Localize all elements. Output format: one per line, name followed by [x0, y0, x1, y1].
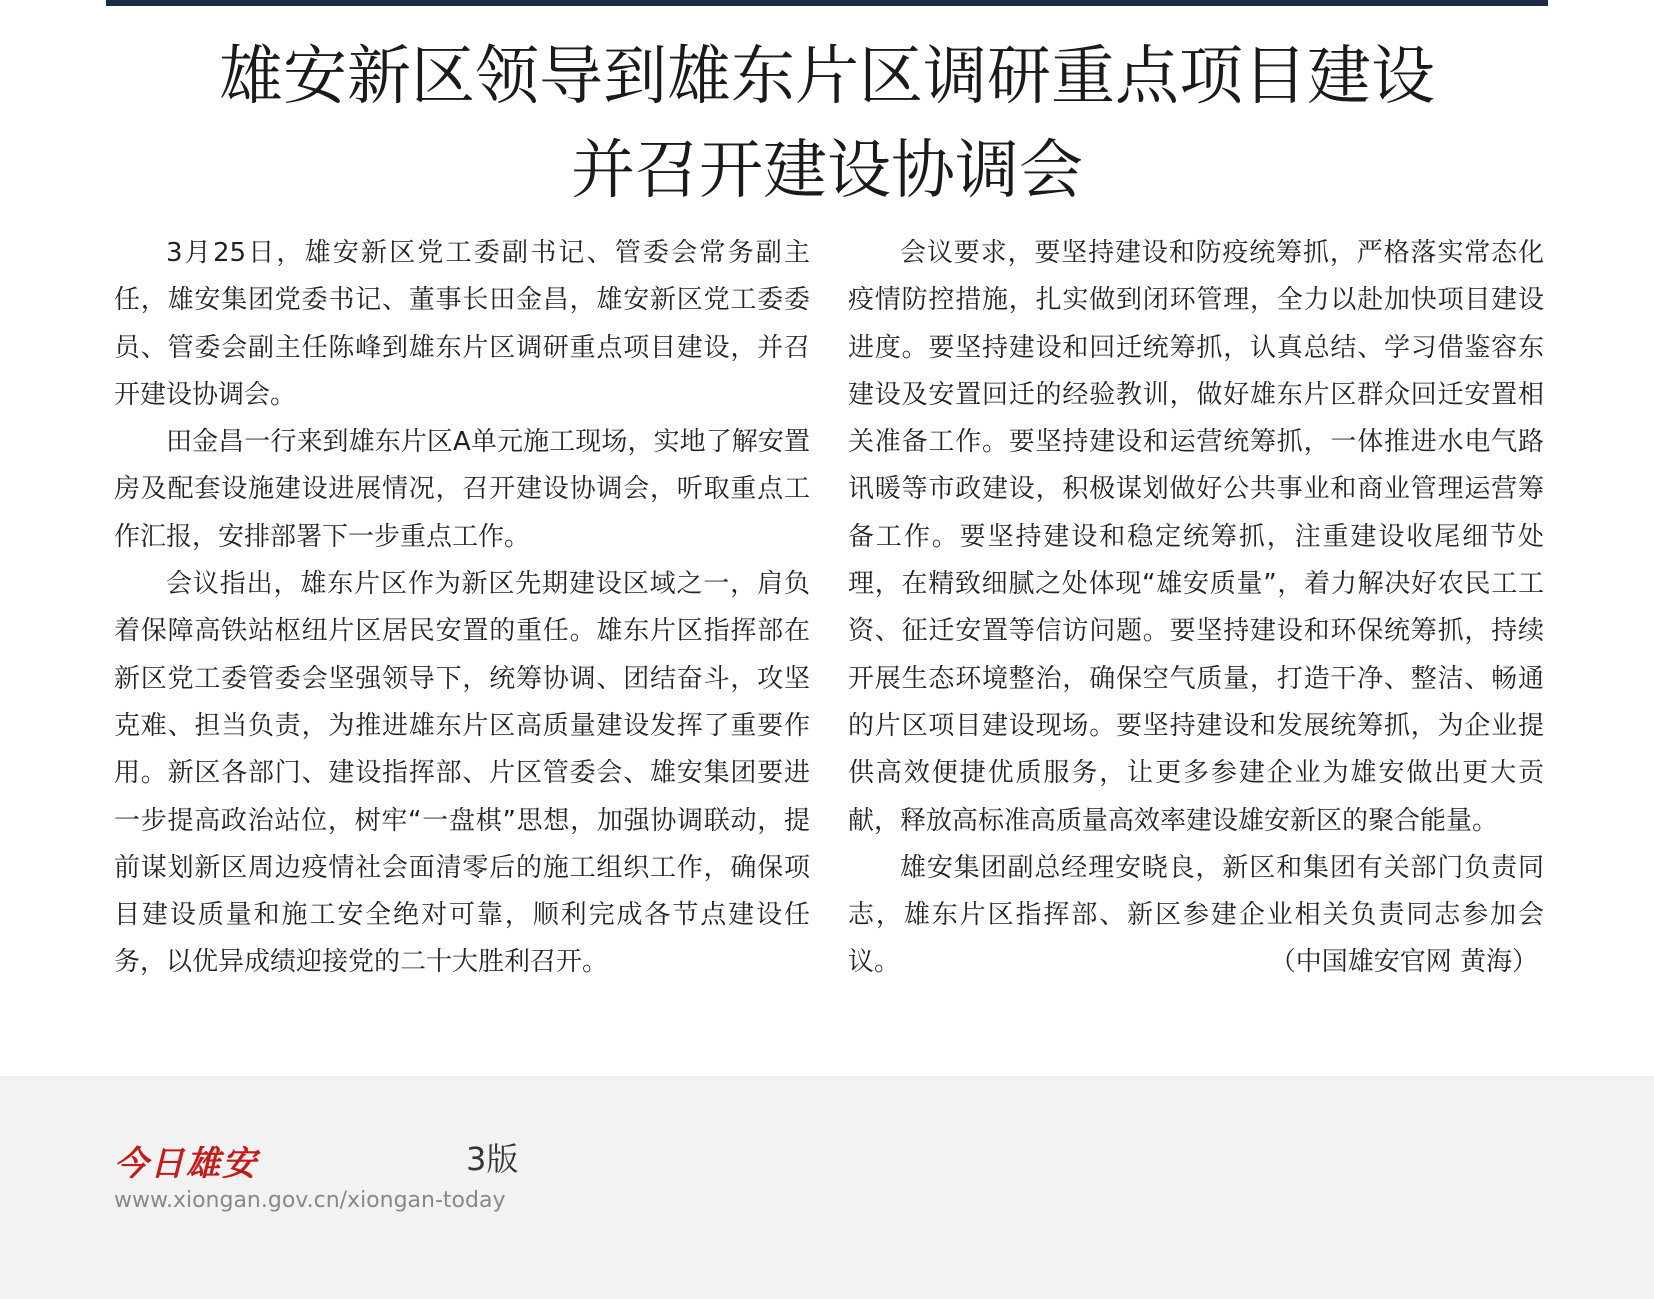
article-title-line-1: 雄安新区领导到雄东片区调研重点项目建设: [219, 40, 1435, 114]
article-column-left: [114, 230, 810, 987]
paragraph: 3月25日，雄安新区党工委副书记、管委会常务副主任，雄安集团党委书记、董事长田金昌，雄安新区党工委委员、管委会副主任陈峰到雄东片区调研重点项目建设，并召开建设协调会。: [114, 238, 810, 410]
page-number: 3版: [466, 1140, 519, 1178]
article-column-right: [848, 230, 1544, 987]
site-url: www.xiongan.gov.cn/xiongan-today: [114, 1188, 506, 1213]
paragraph: 会议指出，雄东片区作为新区先期建设区域之一，肩负着保障高铁站枢纽片区居民安置的重任。雄东片区指挥部在新区党工委管委会坚强领导下，统筹协调、团结奋斗，攻坚克难、担当负责，为推进雄东片区高质量建设发挥了重要作用。新区各部门、建设指挥部、片区管委会、雄安集团要进一步提高政治站位，树牢“一盘棋”思想，加强协调联动，提前谋划新区周边疫情社会面清零后的施工组织工作，确保项目建设质量和施工安全绝对可靠，顺利完成各节点建设任务，以优异成绩迎接党的二十大胜利召开。: [114, 569, 810, 978]
paragraph: 会议要求，要坚持建设和防疫统筹抓，严格落实常态化疫情防控措施，扎实做到闭环管理，全力以赴加快项目建设进度。要坚持建设和回迁统筹抓，认真总结、学习借鉴容东建设及安置回迁的经验教训，做好雄东片区群众回迁安置相关准备工作。要坚持建设和运营统筹抓，一体推进水电气路讯暖等市政建设，积极谋划做好公共事业和商业管理运营筹备工作。要坚持建设和稳定统筹抓，注重建设收尾细节处理，在精致细腻之处体现“雄安质量”，着力解决好农民工工资、征迁安置等信访问题。要坚持建设和环保统筹抓，持续开展生态环境整治，确保空气质量，打造干净、整洁、畅通的片区项目建设现场。要坚持建设和发展统筹抓，为企业提供高效便捷优质服务，让更多参建企业为雄安做出更大贡献，释放高标准高质量高效率建设雄安新区的聚合能量。: [848, 238, 1544, 836]
article-credit: （中国雄安官网 黄海）: [1269, 947, 1538, 978]
paragraph-closing: [848, 845, 1544, 987]
article-title-line-2: 并召开建设协调会: [571, 134, 1083, 208]
top-rule: [106, 0, 1548, 6]
publication-logo: 今日雄安: [114, 1144, 258, 1184]
paragraph-text: 雄安集团副总经理安晓良，新区和集团有关部门负责同志，雄东片区指挥部、新区参建企业相关负责同志参加会议。: [848, 852, 1544, 978]
article-title: [0, 30, 1654, 218]
page-footer: [0, 1076, 1654, 1299]
paragraph: 田金昌一行来到雄东片区A单元施工现场，实地了解安置房及配套设施建设进展情况，召开建设协调会，听取重点工作汇报，安排部署下一步重点工作。: [114, 427, 810, 552]
